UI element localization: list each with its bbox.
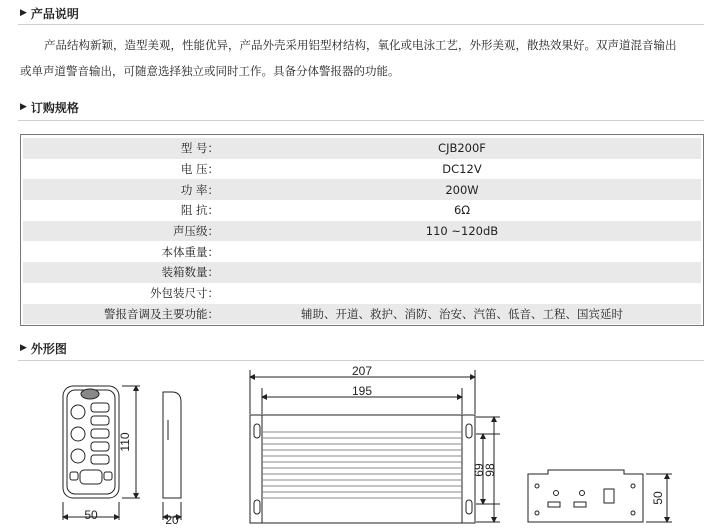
spec-value: 200W bbox=[223, 179, 701, 200]
spec-key: 警报音调及主要功能： bbox=[23, 304, 223, 325]
spec-value bbox=[223, 283, 701, 304]
divider bbox=[18, 24, 704, 25]
spec-row bbox=[23, 262, 701, 283]
dim-remote-depth: 20 bbox=[165, 513, 179, 527]
section-title: 订购规格 bbox=[30, 100, 79, 115]
spec-value: 辅助、开道、救护、消防、治安、汽笛、低音、工程、国宾延时 bbox=[223, 304, 701, 325]
dim-remote-width: 50 bbox=[84, 508, 98, 522]
divider bbox=[18, 360, 704, 361]
main-unit-top-view bbox=[250, 370, 500, 523]
spec-row bbox=[23, 221, 701, 242]
section-header-outline-drawing bbox=[20, 339, 67, 357]
spec-table bbox=[20, 134, 704, 326]
spec-row bbox=[23, 200, 701, 221]
spec-row bbox=[23, 159, 701, 180]
section-title: 外形图 bbox=[30, 341, 67, 356]
spec-row bbox=[23, 241, 701, 262]
triangle-bullet-icon: ▶ bbox=[20, 102, 27, 112]
spec-row bbox=[23, 138, 701, 159]
spec-value bbox=[223, 262, 701, 283]
remote-control-front bbox=[63, 386, 140, 520]
spec-key: 阻 抗： bbox=[180, 203, 219, 218]
dim-remote-height: 110 bbox=[118, 432, 132, 452]
outline-dimension-drawing bbox=[0, 362, 714, 529]
dim-box-inner-width: 195 bbox=[351, 384, 373, 398]
spec-value: DC12V bbox=[442, 162, 482, 177]
spec-key: 外包装尺寸： bbox=[150, 286, 219, 301]
spec-value: 110 ~120dB bbox=[223, 221, 701, 242]
paragraph-line: 或单声道警音输出，可随意选择独立或同时工作。具备分体警报器的功能。 bbox=[20, 64, 400, 78]
spec-key: 型 号： bbox=[23, 138, 223, 159]
dim-box-depth-inner: 69 bbox=[472, 463, 486, 477]
section-title: 产品说明 bbox=[30, 6, 79, 21]
spec-key: 装箱数量： bbox=[23, 262, 223, 283]
dim-box-outer-width: 207 bbox=[351, 364, 373, 378]
divider bbox=[18, 120, 704, 121]
spec-row bbox=[23, 179, 701, 200]
spec-row bbox=[23, 283, 701, 304]
section-header-order-spec bbox=[20, 98, 79, 116]
product-description-paragraph bbox=[20, 32, 702, 84]
triangle-bullet-icon: ▶ bbox=[20, 343, 27, 353]
spec-key: 本体重量： bbox=[161, 244, 219, 259]
spec-value: 6Ω bbox=[453, 203, 471, 218]
remote-control-side bbox=[163, 392, 181, 520]
dim-box-depth-outer: 98 bbox=[483, 463, 497, 477]
paragraph-line: 产品结构新颖，造型美观，性能优异，产品外壳采用铝型材结构，氧化或电泳工艺，外形美观，散热效果好。双声道混音输出 bbox=[44, 38, 677, 52]
dim-side-height: 50 bbox=[651, 491, 665, 505]
spec-key: 电 压： bbox=[180, 162, 219, 177]
spec-key: 功 率： bbox=[23, 179, 223, 200]
spec-value bbox=[223, 241, 701, 262]
spec-key: 声压级： bbox=[23, 221, 223, 242]
section-header-product-description bbox=[20, 4, 79, 22]
triangle-bullet-icon: ▶ bbox=[20, 8, 27, 18]
spec-value: CJB200F bbox=[223, 138, 701, 159]
spec-row bbox=[23, 304, 701, 325]
